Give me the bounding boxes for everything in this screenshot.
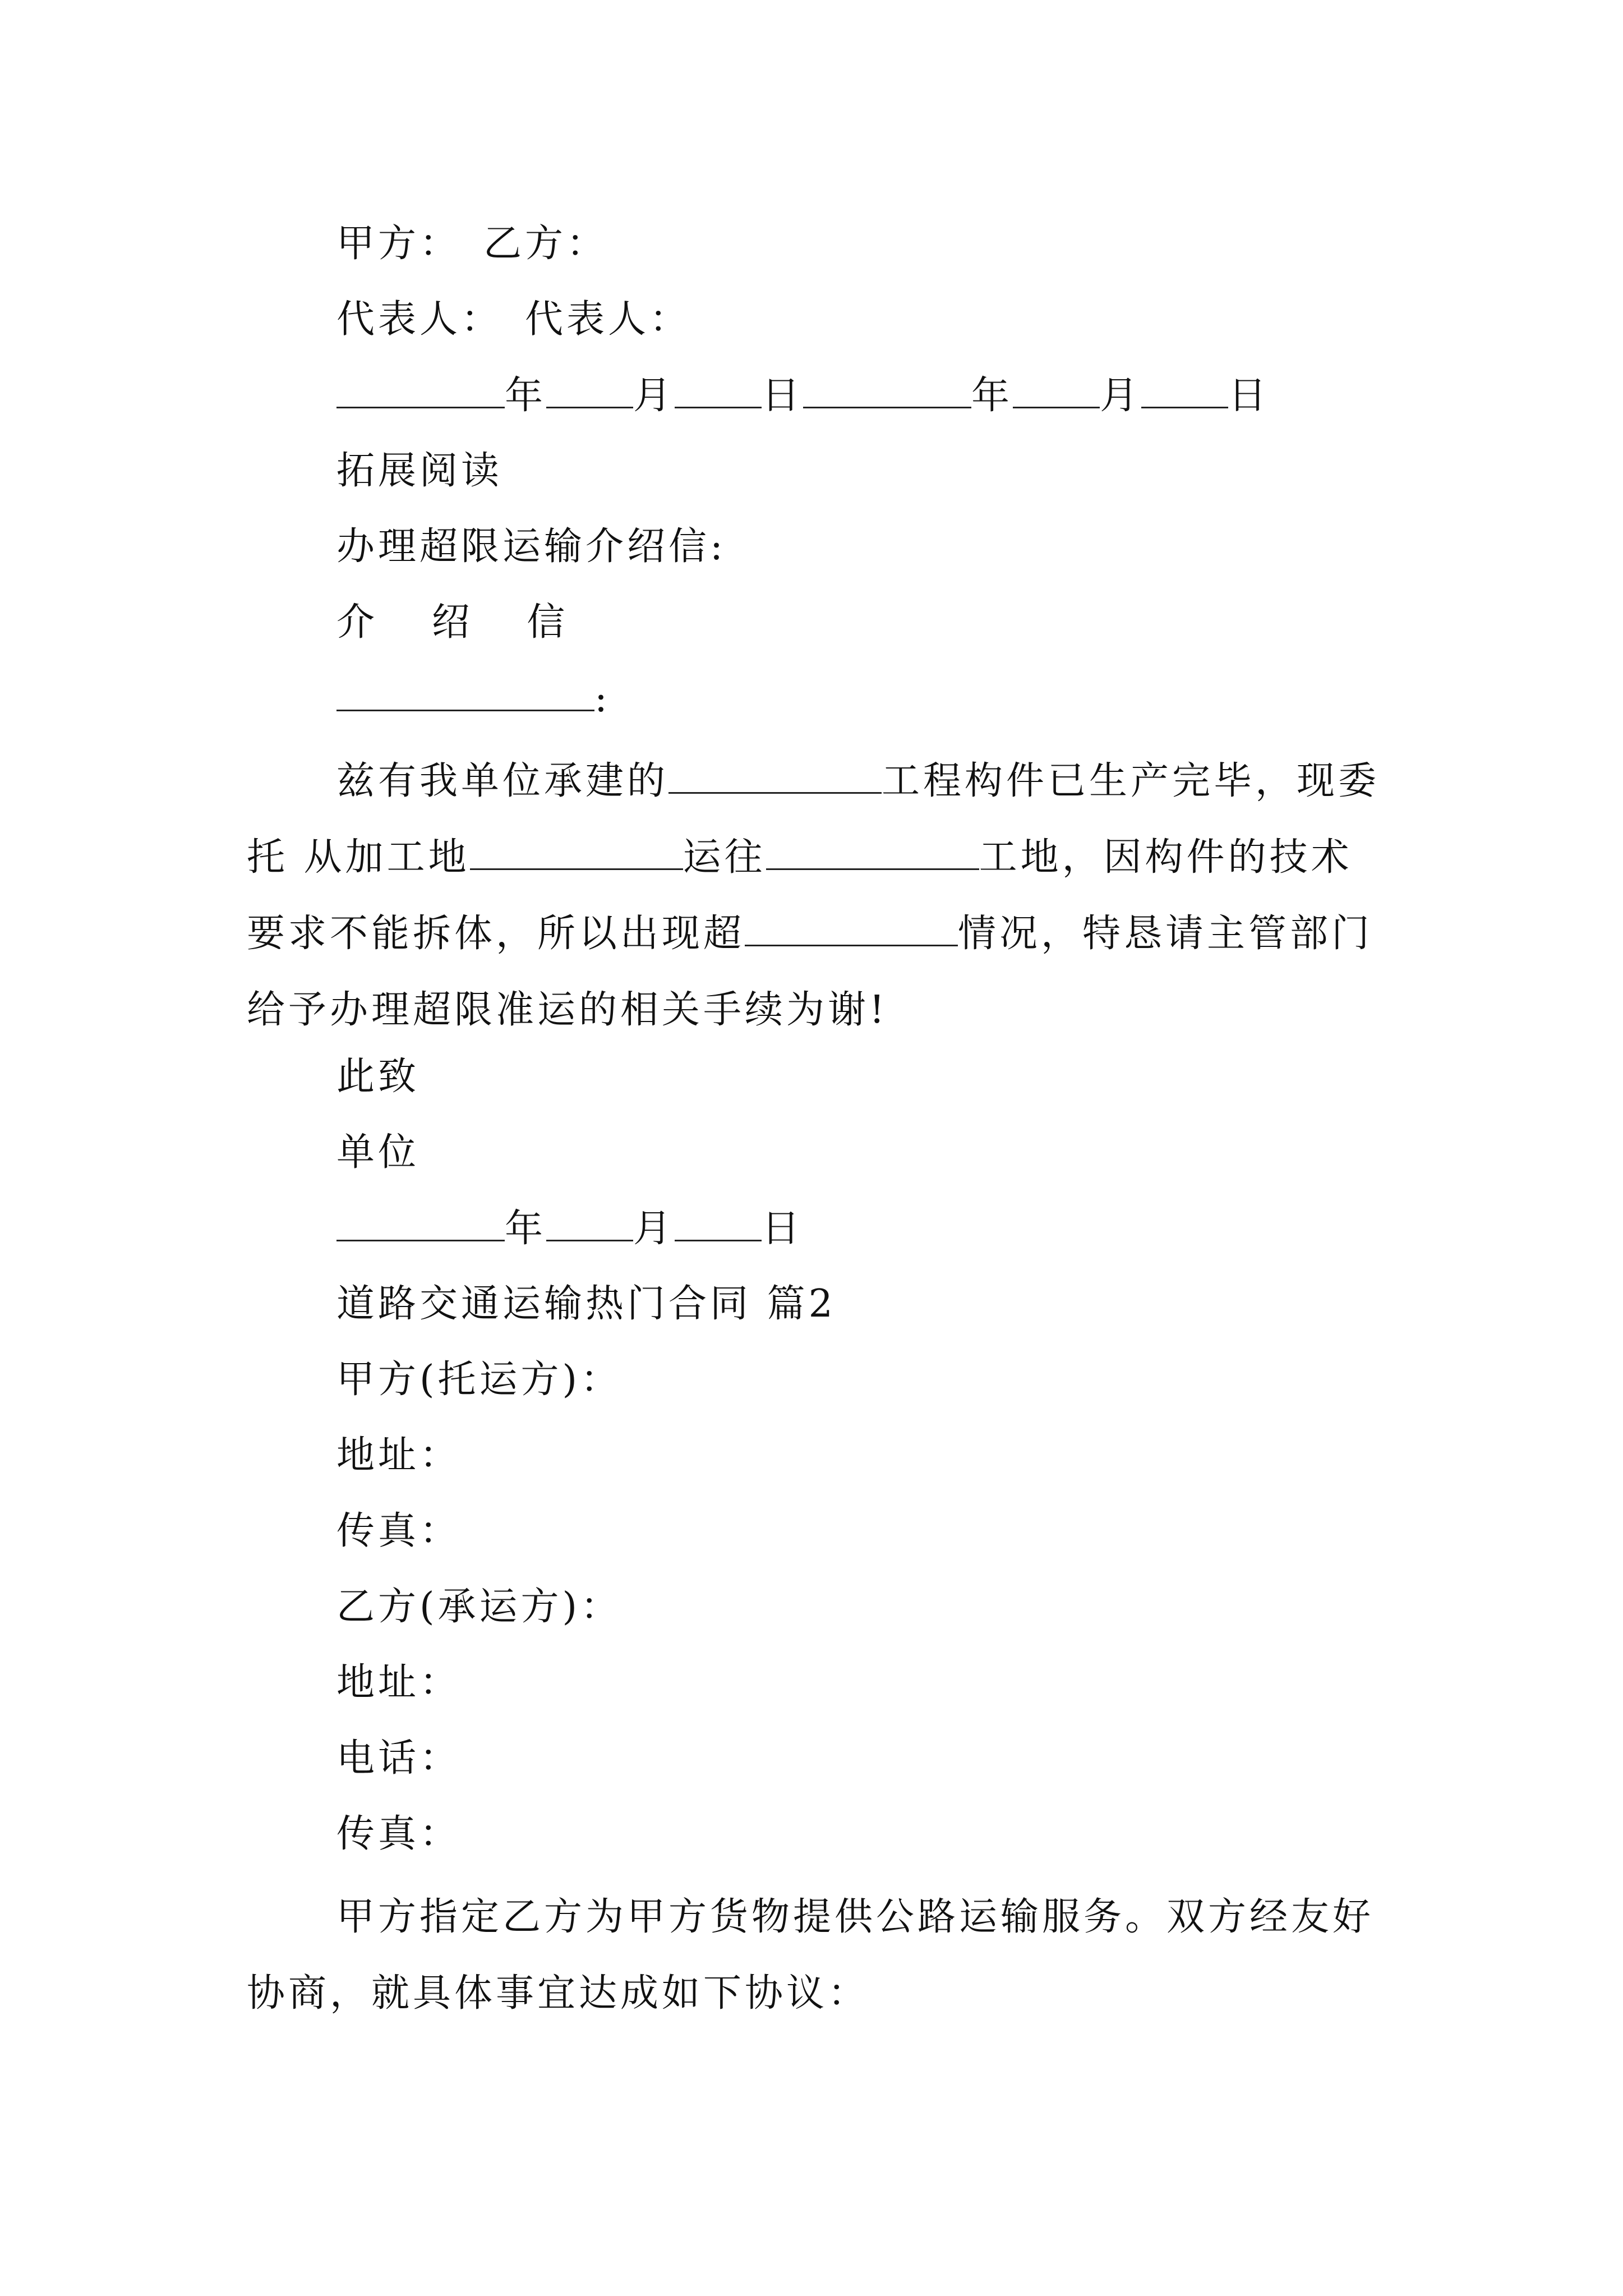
month-label-a: 月 [633, 374, 675, 418]
rep-a-label: 代表人： [336, 297, 503, 342]
letter-body-part3: 运往 [683, 835, 766, 880]
letter-body [247, 743, 1391, 1048]
contract2-fax-a: 传真： [336, 1509, 462, 1553]
letter-body-part1: 兹有我单位承建的 [336, 759, 669, 803]
letter-closing: 此致 [336, 1055, 420, 1099]
day-blank-b[interactable] [1141, 373, 1228, 408]
contract2-title: 道路交通运输热门合同 篇2 [336, 1282, 836, 1326]
addressee-blank[interactable] [336, 676, 594, 711]
year-blank-b[interactable] [803, 373, 971, 408]
month-label-b: 月 [1100, 374, 1142, 418]
letter-month-label: 月 [633, 1207, 675, 1251]
letter-day-blank[interactable] [675, 1206, 762, 1241]
contract2-intro-text: 甲方指定乙方为甲方货物提供公路运输服务。双方经友好协商，就具体事宜达成如下协议： [247, 1895, 1375, 2016]
contract2-intro-paragraph [247, 1879, 1391, 2032]
letter-day-label: 日 [762, 1207, 804, 1251]
contract2-address-a: 地址： [336, 1433, 462, 1478]
destination-blank[interactable] [766, 835, 979, 870]
letter-date-line [336, 1206, 803, 1251]
letter-unit: 单位 [336, 1130, 420, 1175]
letter-month-blank[interactable] [546, 1206, 633, 1241]
contract2-party-a: 甲方(托运方)： [336, 1358, 623, 1402]
contract2-party-b: 乙方(承运方)： [336, 1585, 623, 1629]
party-a-label: 甲方： [336, 222, 462, 266]
contract2-fax-b: 传真： [336, 1812, 462, 1856]
month-blank-b[interactable] [1013, 373, 1100, 408]
letter-intro: 办理超限运输介绍信: [336, 524, 726, 569]
letter-year-label: 年 [505, 1207, 547, 1251]
year-blank-a[interactable] [336, 373, 505, 408]
rep-b-label: 代表人： [525, 297, 691, 342]
addressee-colon: : [594, 677, 611, 721]
signature-parties-line [336, 222, 608, 266]
day-label-a: 日 [762, 374, 804, 418]
contract2-address-b: 地址： [336, 1660, 462, 1705]
day-label-b: 日 [1228, 374, 1270, 418]
signature-reps-line [336, 297, 691, 342]
contract2-phone-b: 电话： [336, 1736, 462, 1780]
letter-year-blank[interactable] [336, 1206, 505, 1241]
letter-body-part4: 工地，因构件的技术要求不能拆体，所以出现超 [247, 835, 1353, 956]
day-blank-a[interactable] [675, 373, 762, 408]
year-label-a: 年 [505, 374, 547, 418]
letter-title: 介 绍 信 [336, 600, 588, 645]
letter-body-part2: 工程构件已生产完毕，现委托 从加工地 [247, 759, 1380, 880]
origin-blank[interactable] [470, 835, 683, 870]
overlimit-type-blank[interactable] [745, 911, 958, 946]
month-blank-a[interactable] [546, 373, 633, 408]
letter-addressee-line [336, 676, 611, 721]
signature-date-line [336, 373, 1270, 418]
extended-reading-heading: 拓展阅读 [336, 449, 503, 493]
party-b-label: 乙方： [483, 222, 608, 266]
letter-body-part5: 情况，特恳请主管部门给予办理超限准运的相关手续为谢! [247, 912, 1373, 1032]
year-label-b: 年 [971, 374, 1013, 418]
project-blank[interactable] [668, 758, 882, 794]
